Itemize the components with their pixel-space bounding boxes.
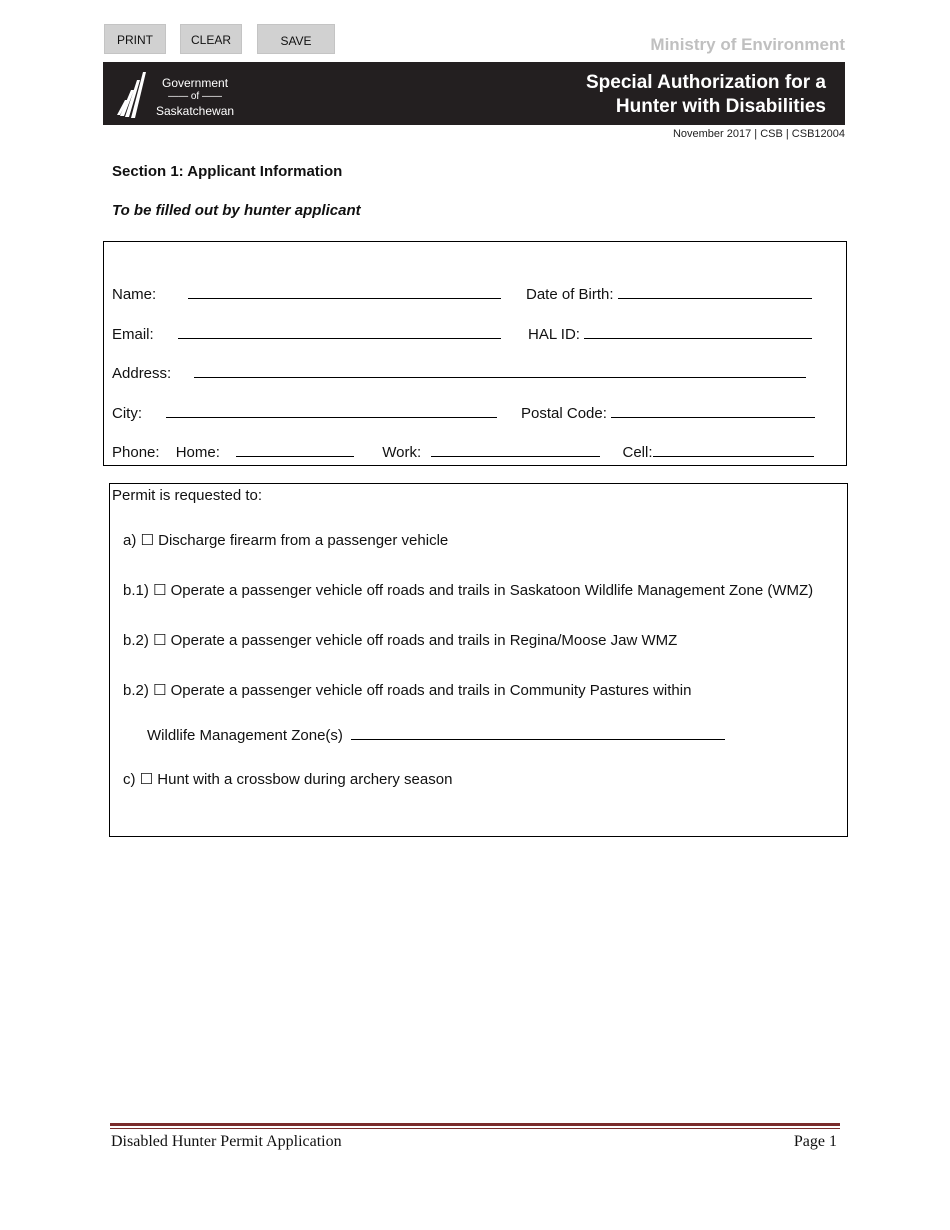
form-meta: November 2017 | CSB | CSB12004 bbox=[672, 128, 845, 140]
email-label: Email: bbox=[112, 326, 154, 343]
option-a-checkbox[interactable]: a) ☐ Discharge firearm from a passenger vehicle bbox=[123, 532, 449, 549]
option-c-checkbox[interactable]: c) ☐ Hunt with a crossbow during archery season bbox=[123, 771, 453, 788]
postal-field[interactable] bbox=[611, 403, 815, 418]
name-label: Name: bbox=[112, 286, 157, 303]
header-banner bbox=[103, 62, 845, 125]
saskatchewan-logo-icon bbox=[115, 70, 155, 120]
logo-line-3: Saskatchewan bbox=[156, 104, 235, 118]
footer-title: Disabled Hunter Permit Application bbox=[111, 1133, 342, 1150]
halid-field[interactable] bbox=[584, 324, 812, 339]
form-title bbox=[586, 71, 826, 119]
postal-label: Postal Code: bbox=[521, 405, 607, 422]
permit-intro: Permit is requested to: bbox=[112, 487, 263, 504]
city-field[interactable] bbox=[166, 403, 497, 418]
footer-divider-thin bbox=[110, 1128, 840, 1129]
halid-label: HAL ID: bbox=[528, 326, 580, 343]
city-label: City: bbox=[112, 405, 142, 422]
cell-phone-field[interactable] bbox=[653, 442, 814, 457]
dob-row bbox=[526, 284, 812, 303]
name-row bbox=[112, 284, 501, 303]
option-b1-checkbox[interactable]: b.1) ☐ Operate a passenger vehicle off roads and trails in Saskatoon Wildlife Management Zone (WMZ) bbox=[123, 582, 814, 599]
form-title-line-1: Special Authorization for a bbox=[586, 72, 826, 93]
save-button[interactable]: SAVE bbox=[257, 24, 335, 54]
applicant-info-box bbox=[103, 241, 847, 466]
phone-row bbox=[112, 442, 814, 461]
logo-line-1: Government bbox=[162, 76, 229, 90]
address-row bbox=[112, 363, 806, 382]
government-logo-text bbox=[156, 76, 234, 118]
footer-divider bbox=[110, 1123, 840, 1126]
phone-label: Phone: bbox=[112, 444, 160, 461]
work-phone-field[interactable] bbox=[431, 442, 600, 457]
page-number: Page 1 bbox=[793, 1133, 837, 1150]
form-title-line-2: Hunter with Disabilities bbox=[615, 96, 826, 117]
home-phone-field[interactable] bbox=[236, 442, 354, 457]
postal-row bbox=[521, 403, 815, 422]
option-b2-checkbox[interactable]: b.2) ☐ Operate a passenger vehicle off roads and trails in Regina/Moose Jaw WMZ bbox=[123, 632, 678, 649]
wmz-field[interactable] bbox=[351, 725, 725, 740]
wmz-label: Wildlife Management Zone(s) bbox=[147, 727, 343, 744]
address-field[interactable] bbox=[194, 363, 806, 378]
work-label: Work: bbox=[382, 444, 422, 461]
halid-row bbox=[528, 324, 812, 343]
dob-label: Date of Birth: bbox=[526, 286, 614, 303]
wmz-row bbox=[147, 725, 725, 744]
logo-line-2: —— of —— bbox=[168, 91, 222, 102]
city-row bbox=[112, 403, 497, 422]
ministry-name: Ministry of Environment bbox=[650, 35, 845, 54]
email-row bbox=[112, 324, 501, 343]
clear-button[interactable]: CLEAR bbox=[180, 24, 242, 54]
dob-field[interactable] bbox=[618, 284, 812, 299]
address-label: Address: bbox=[112, 365, 172, 382]
name-field[interactable] bbox=[188, 284, 501, 299]
print-button[interactable]: PRINT bbox=[104, 24, 166, 54]
email-field[interactable] bbox=[178, 324, 501, 339]
section-subtitle: To be filled out by hunter applicant bbox=[112, 202, 361, 219]
cell-label: Cell: bbox=[622, 444, 653, 461]
option-b3-checkbox[interactable]: b.2) ☐ Operate a passenger vehicle off roads and trails in Community Pastures within bbox=[123, 682, 692, 699]
section-title: Section 1: Applicant Information bbox=[112, 163, 343, 180]
logo-of: of bbox=[190, 91, 200, 102]
home-label: Home: bbox=[175, 444, 220, 461]
